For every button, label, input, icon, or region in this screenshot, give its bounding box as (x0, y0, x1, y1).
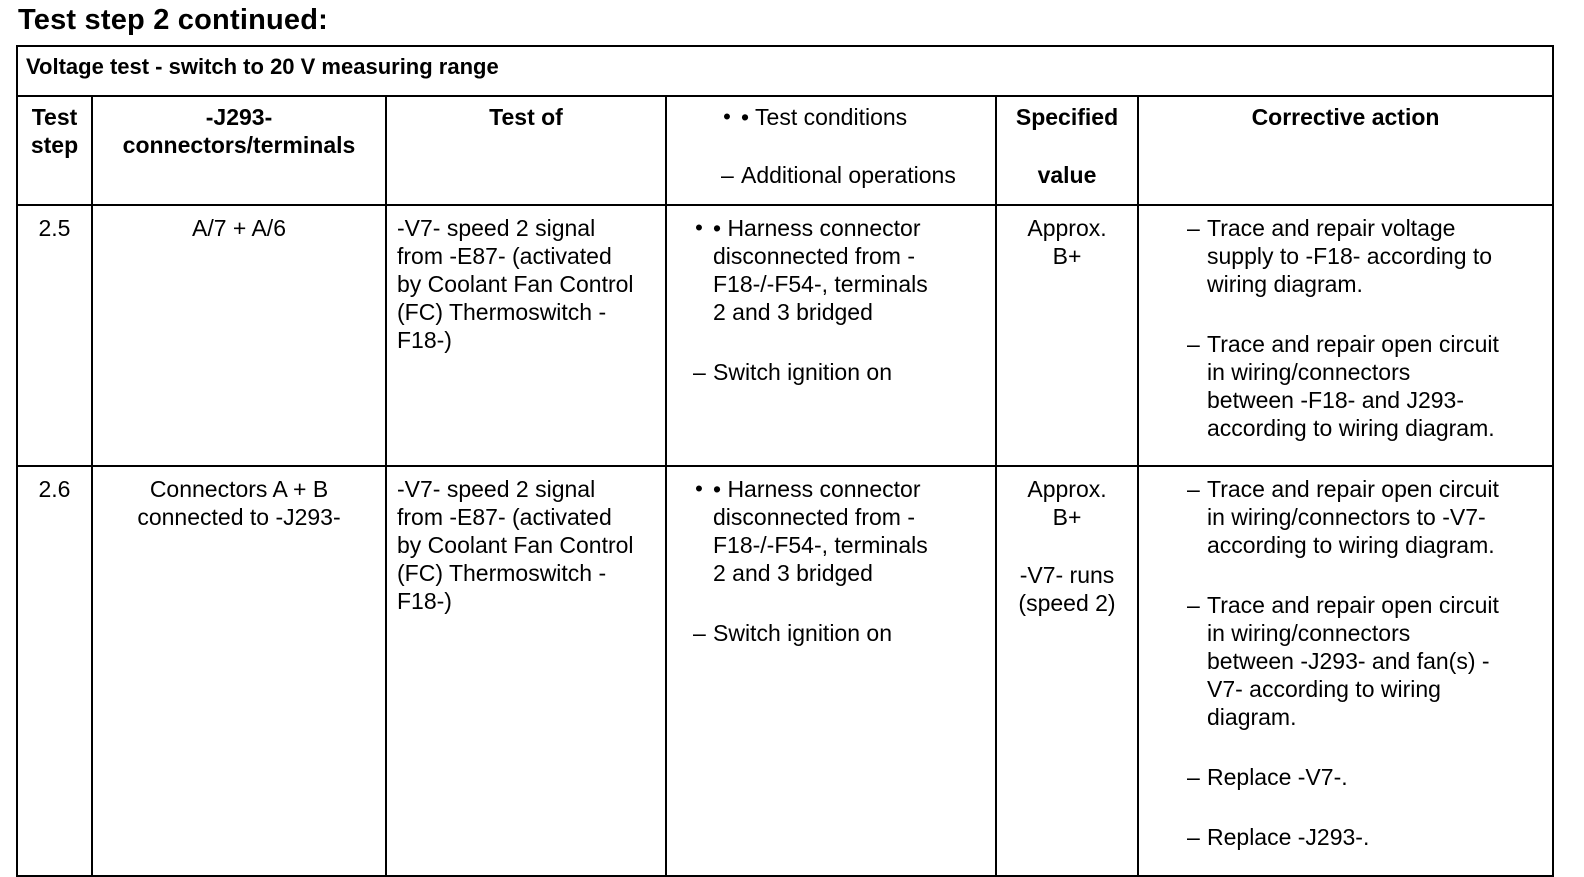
table-row (17, 466, 1553, 876)
cell-step: 2.6 (17, 466, 92, 876)
dash-icon: – (1187, 215, 1200, 241)
dash-icon: – (1187, 764, 1200, 790)
cell-corrective-action: – Trace and repair open circuit in wiring/connectors to -V7- according to wiring diagram. – Trace and repair open circuit in wiring/connectors between -J293- and fan(s) - V7- according to wiring diagram. – Replace -V7-. – Replace -J293-. (1138, 466, 1553, 876)
header-test-step: Test step (17, 96, 92, 205)
cell-corrective-action: – Trace and repair voltage supply to -F18- according to wiring diagram. – Trace and repair open circuit in wiring/connectors between -F18- and J293- according to wiring diagram. (1138, 205, 1553, 466)
dash-icon: – (1187, 331, 1200, 357)
dash-icon: – (693, 620, 706, 646)
dash-icon: – (1187, 592, 1200, 618)
header-test-of: Test of (386, 96, 666, 205)
table-row (17, 205, 1553, 466)
cell-step: 2.5 (17, 205, 92, 466)
cell-specified-value: Approx. B+ (996, 205, 1138, 466)
operation-text: Switch ignition on (713, 359, 892, 385)
header-row (17, 96, 1553, 205)
cell-connectors: A/7 + A/6 (92, 205, 386, 466)
page-title: Test step 2 continued: (18, 4, 329, 36)
header-conditions-sub: Additional operations (741, 162, 956, 188)
header-corrective-action: Corrective action (1138, 96, 1553, 205)
dash-icon: – (693, 359, 706, 385)
table-caption: Voltage test - switch to 20 V measuring range (17, 46, 1553, 96)
header-conditions-main: • Test conditions (741, 104, 908, 130)
bullet-icon: • (695, 215, 703, 240)
header-specified-value: Specified value (996, 96, 1138, 205)
header-connectors: -J293- connectors/terminals (92, 96, 386, 205)
dash-icon: – (721, 162, 734, 188)
cell-conditions: • • Harness connector disconnected from - F18-/-F54-, terminals 2 and 3 bridged – Switch ignition on (666, 466, 996, 876)
cell-conditions: • • Harness connector disconnected from - F18-/-F54-, terminals 2 and 3 bridged – Switch ignition on (666, 205, 996, 466)
dash-icon: – (1187, 476, 1200, 502)
cell-test-of: -V7- speed 2 signal from -E87- (activated by Coolant Fan Control (FC) Thermoswitch - F18-) (386, 466, 666, 876)
bullet-icon: • (695, 476, 703, 501)
dash-icon: – (1187, 824, 1200, 850)
header-test-conditions (666, 96, 996, 205)
test-table (16, 45, 1554, 877)
cell-specified-value: Approx. B+ -V7- runs (speed 2) (996, 466, 1138, 876)
operation-text: Switch ignition on (713, 620, 892, 646)
bullet-icon: • (723, 104, 731, 129)
cell-test-of: -V7- speed 2 signal from -E87- (activated by Coolant Fan Control (FC) Thermoswitch - F18-) (386, 205, 666, 466)
cell-connectors: Connectors A + B connected to -J293- (92, 466, 386, 876)
